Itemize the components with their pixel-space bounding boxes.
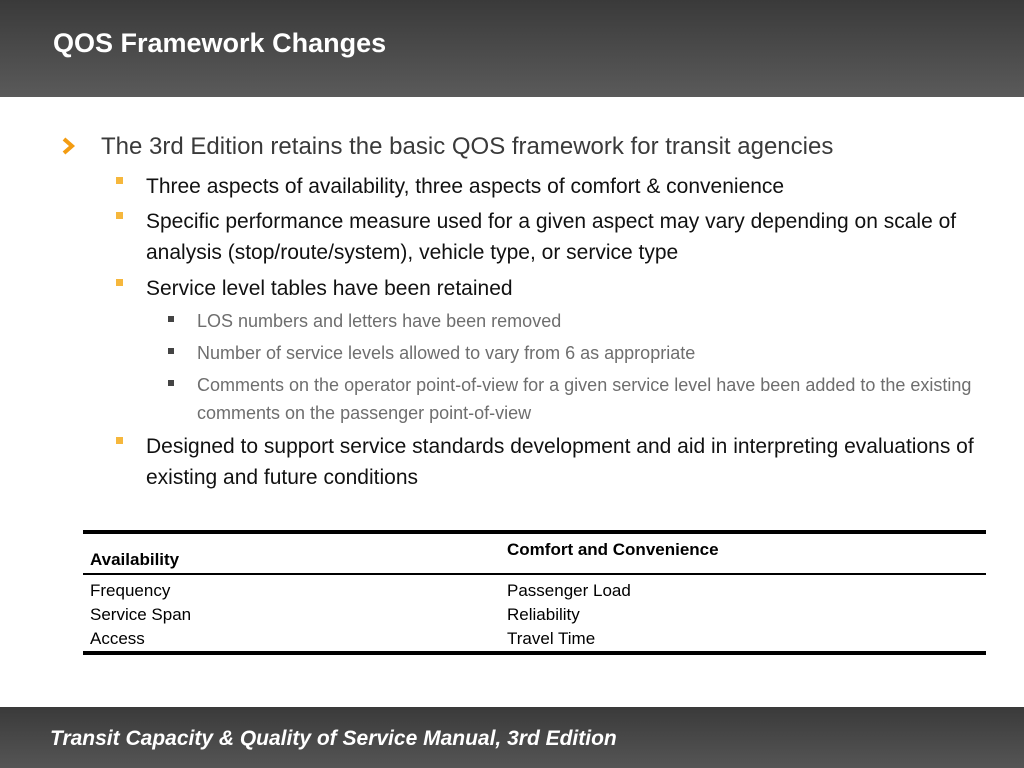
table-row [83,574,986,653]
comfort-header: Comfort and Convenience [500,532,987,574]
slide-title: QOS Framework Changes [53,28,387,58]
availability-item: Service Span [90,605,192,624]
footer-bar [0,707,1024,768]
comfort-cell [500,574,987,653]
bullet-item: Specific performance measure used for a given aspect may vary depending on scale of analysis (stop/route/system), vehicle type, or service type [146,210,957,264]
square-bullet-icon [168,316,174,322]
availability-header: Availability [83,532,500,574]
chevron-right-icon [60,137,78,155]
square-bullet-icon [116,177,123,184]
table-header-row [83,532,986,574]
availability-item: Frequency [90,581,171,600]
comfort-item: Passenger Load [507,581,631,600]
square-bullet-icon [116,437,123,444]
comfort-item: Reliability [507,605,580,624]
level1-bullet: The 3rd Edition retains the basic QOS framework for transit agencies [101,133,834,160]
qos-aspects-table [83,530,986,655]
aspects-table [83,530,986,655]
square-bullet-icon [116,279,123,286]
sub-bullet-item: Comments on the operator point-of-view for a given service level have been added to the existing comments on the passenger point-of-view [197,375,972,423]
sub-bullet-item: Number of service levels allowed to vary from 6 as appropriate [197,343,696,363]
comfort-item: Travel Time [507,629,596,648]
bullet-item: Service level tables have been retained [146,277,513,300]
title-bar [0,0,1024,97]
footer-text: Transit Capacity & Quality of Service Manual, 3rd Edition [50,727,617,750]
square-bullet-icon [168,380,174,386]
sub-bullet-item: LOS numbers and letters have been removed [197,311,562,331]
bullet-item: Designed to support service standards development and aid in interpreting evaluations of existing and future conditions [146,435,974,489]
bullet-item: Three aspects of availability, three aspects of comfort & convenience [146,175,785,198]
square-bullet-icon [168,348,174,354]
availability-item: Access [90,629,145,648]
availability-cell [83,574,500,653]
square-bullet-icon [116,212,123,219]
